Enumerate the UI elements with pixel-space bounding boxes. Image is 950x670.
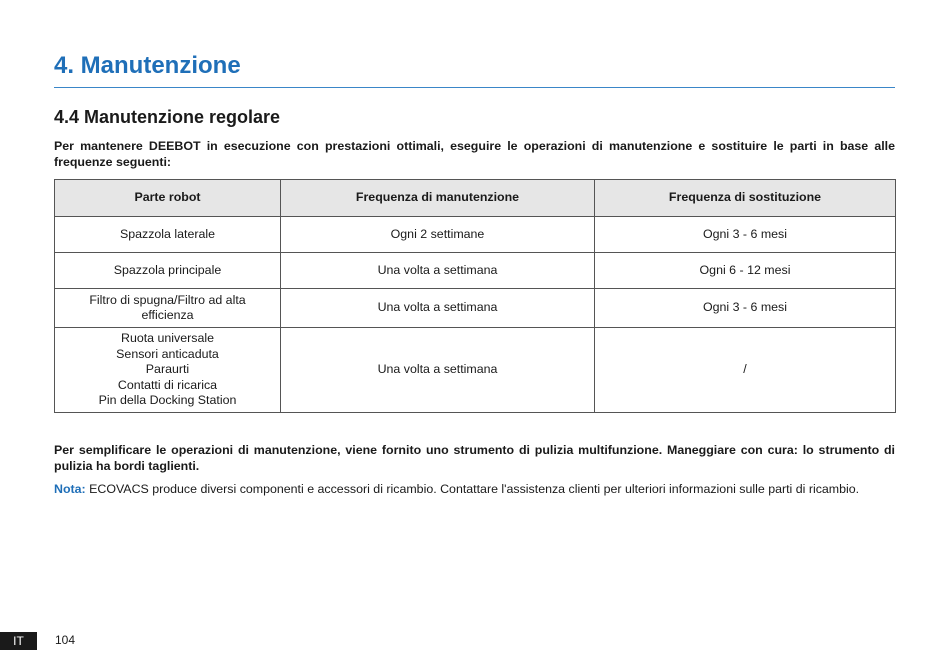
cell-maintenance: Una volta a settimana [281, 289, 595, 328]
cell-part: Spazzola principale [55, 253, 281, 289]
section-title: 4.4 Manutenzione regolare [54, 107, 281, 127]
cell-maintenance: Una volta a settimana [281, 328, 595, 413]
note-text: ECOVACS produce diversi componenti e accessori di ricambio. Contattare l'assistenza clienti per ulteriori informazioni sulle parti di ricambio. [85, 482, 860, 496]
cell-maintenance: Una volta a settimana [281, 253, 595, 289]
intro-paragraph: Per mantenere DEEBOT in esecuzione con prestazioni ottimali, eseguire le operazioni di manutenzione e sostituire le parti in base alle frequenze seguenti: [54, 139, 895, 169]
cell-replacement: Ogni 3 - 6 mesi [595, 217, 896, 253]
cell-part: Spazzola laterale [55, 217, 281, 253]
cell-maintenance: Ogni 2 settimane [281, 217, 595, 253]
cell-replacement: Ogni 6 - 12 mesi [595, 253, 896, 289]
note-paragraph [54, 481, 914, 497]
header-replacement-frequency: Frequenza di sostituzione [595, 180, 896, 217]
part-line: Contatti di ricarica [117, 377, 218, 392]
page-title: 4. Manutenzione [54, 52, 241, 79]
maintenance-table [54, 179, 896, 413]
table-row [55, 217, 896, 253]
title-divider [54, 87, 895, 88]
page-number: 104 [55, 633, 76, 647]
table-row [55, 253, 896, 289]
cleaning-tool-warning: Per semplificare le operazioni di manutenzione, viene fornito uno strumento di pulizia multifunzione. Maneggiare con cura: lo strumento di pulizia ha bordi taglienti. [54, 443, 895, 473]
language-badge: IT [0, 632, 37, 650]
table-row [55, 289, 896, 328]
part-line: Filtro di spugna/Filtro ad alta [89, 292, 246, 307]
part-line: Sensori anticaduta [116, 346, 219, 361]
cell-replacement: Ogni 3 - 6 mesi [595, 289, 896, 328]
table-header-row [55, 180, 896, 217]
cell-part [55, 289, 281, 328]
part-line: Ruota universale [121, 331, 214, 346]
header-maintenance-frequency: Frequenza di manutenzione [281, 180, 595, 217]
cell-part [55, 328, 281, 413]
part-line: Pin della Docking Station [98, 393, 237, 408]
note-label: Nota: [54, 482, 86, 496]
header-part: Parte robot [55, 180, 281, 217]
part-line: Paraurti [145, 362, 190, 377]
cell-replacement: / [595, 328, 896, 413]
table-row [55, 328, 896, 413]
part-line: efficienza [141, 308, 194, 322]
